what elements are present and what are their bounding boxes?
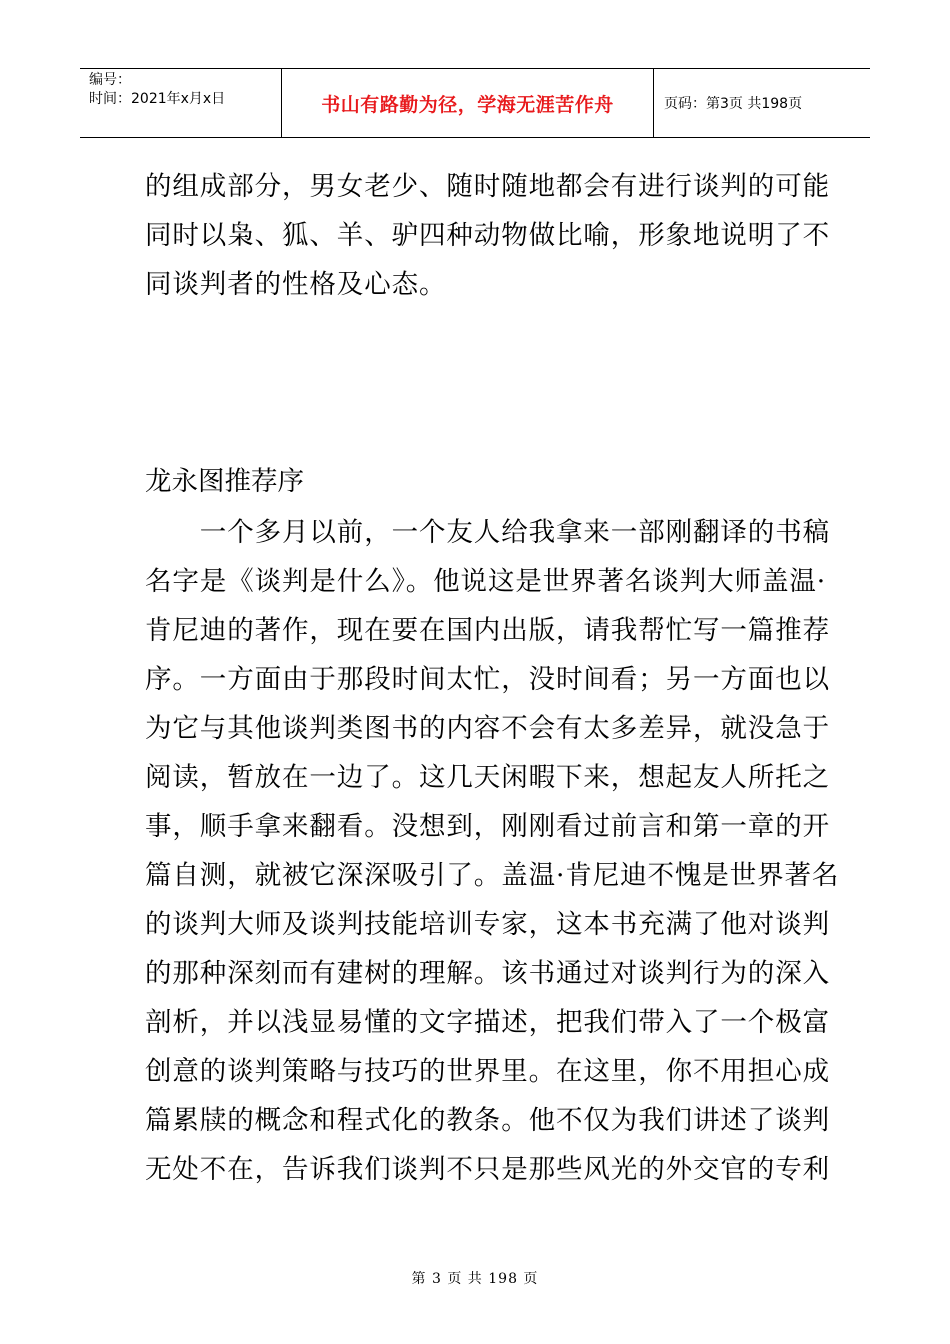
- text-line: 的谈判大师及谈判技能培训专家，这本书充满了他对谈判: [145, 909, 830, 940]
- intro-paragraph: [145, 162, 830, 309]
- page-header: [80, 68, 870, 138]
- text-line: 篇自测，就被它深深吸引了。盖温·肯尼迪不愧是世界著名: [145, 860, 840, 891]
- text-line: 剖析，并以浅显易懂的文字描述，把我们带入了一个极富: [145, 1007, 830, 1038]
- header-motto-cell: [282, 69, 654, 137]
- text-line: 一个多月以前，一个友人给我拿来一部刚翻译的书稿: [145, 517, 830, 548]
- footer-page-number: 第 3 页 共 198 页: [411, 1271, 539, 1287]
- text-line: 名字是《谈判是什么》。他说这是世界著名谈判大师盖温·: [145, 566, 827, 597]
- text-line: 篇累牍的概念和程式化的教条。他不仅为我们讲述了谈判: [145, 1105, 830, 1136]
- text-line: 同时以枭、狐、羊、驴四种动物做比喻，形象地说明了不: [145, 220, 830, 251]
- text-line: 的组成部分，男女老少、随时随地都会有进行谈判的可能: [145, 171, 830, 202]
- text-line: 的那种深刻而有建树的理解。该书通过对谈判行为的深入: [145, 958, 830, 989]
- time-label: 时间：2021年x月x日: [89, 91, 226, 107]
- text-line: 同谈判者的性格及心态。: [145, 269, 447, 300]
- page-footer: [0, 1268, 950, 1288]
- section-heading: 龙永图推荐序: [145, 466, 304, 497]
- header-page-cell: [654, 69, 870, 137]
- header-meta-cell: [80, 69, 282, 137]
- text-line: 为它与其他谈判类图书的内容不会有太多差异，就没急于: [145, 713, 830, 744]
- motto-text: 书山有路勤为径，学海无涯苦作舟: [321, 93, 614, 116]
- text-line: 肯尼迪的著作，现在要在国内出版，请我帮忙写一篇推荐: [145, 615, 830, 646]
- text-line: 事，顺手拿来翻看。没想到，刚刚看过前言和第一章的开: [145, 811, 830, 842]
- page-info: 页码：第3页 共198页: [664, 96, 803, 112]
- text-line: 阅读，暂放在一边了。这几天闲暇下来，想起友人所托之: [145, 762, 830, 793]
- number-label: 编号：: [89, 72, 131, 88]
- text-line: 无处不在，告诉我们谈判不只是那些风光的外交官的专利: [145, 1154, 830, 1185]
- text-line: 创意的谈判策略与技巧的世界里。在这里，你不用担心成: [145, 1056, 830, 1087]
- text-line: 序。一方面由于那段时间太忙，没时间看；另一方面也以: [145, 664, 830, 695]
- main-paragraph: [145, 508, 840, 1194]
